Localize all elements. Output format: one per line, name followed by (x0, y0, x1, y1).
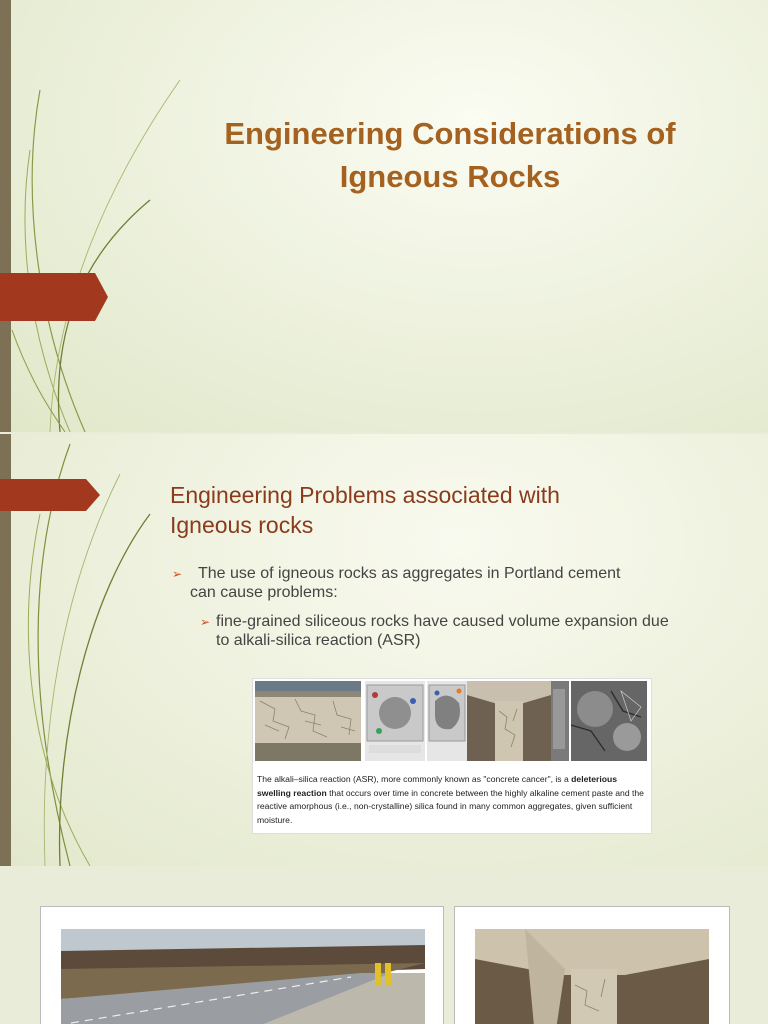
highway-barrier-photo (61, 929, 425, 1024)
bridge-column-photo (475, 929, 709, 1024)
slide-title (150, 112, 750, 198)
micrograph-photo-1 (551, 681, 569, 761)
cracked-wall-photo (255, 681, 361, 761)
asr-diagram-stage-2 (427, 681, 467, 761)
title-line-2: Igneous Rocks (339, 159, 561, 194)
asr-diagram-stage-1 (365, 681, 425, 761)
bullet-text-line-1: The use of igneous rocks as aggregates in Portland cement (198, 565, 621, 582)
bullet-level-2 (200, 612, 720, 650)
bullet-text-line-2: to alkali-silica reaction (ASR) (216, 632, 421, 649)
heading-line-2: Igneous rocks (170, 512, 314, 538)
micrograph-photo-2 (571, 681, 647, 761)
bridge-column-photo-card (454, 906, 730, 1024)
caption-text-part-2: that occurs over time in concrete between the highly alkaline cement paste and the reactive amorphous (i.e., non-crystalline) silica found in many common aggregates, given sufficient moisture. (257, 787, 644, 825)
caption-bold-text: deleterious swelling reaction (257, 774, 618, 798)
heading-line-1: Engineering Problems associated with (170, 482, 560, 508)
decorative-swoosh-lines (0, 0, 200, 432)
accent-arrow-marker (0, 273, 108, 321)
title-slide (0, 0, 768, 432)
slide-heading (170, 480, 730, 540)
asr-figure (252, 678, 652, 834)
content-slide (0, 434, 768, 866)
title-line-1: Engineering Considerations of (224, 116, 676, 151)
cracked-column-photo (467, 681, 551, 761)
slide-left-bar (0, 0, 11, 432)
accent-arrow-marker (0, 479, 100, 511)
bullet-text-line-1: fine-grained siliceous rocks have caused volume expansion due (216, 613, 669, 630)
photo-slide (0, 868, 768, 1024)
figure-caption (257, 773, 645, 827)
bullet-arrow-icon: ➢ (200, 615, 211, 629)
bullet-arrow-icon: ➢ (172, 567, 183, 581)
highway-photo-card (40, 906, 444, 1024)
bullet-level-1 (172, 564, 712, 602)
caption-text-part-1: The alkali–silica reaction (ASR), more commonly known as "concrete cancer", is a (257, 774, 572, 784)
bullet-text-line-2: can cause problems: (190, 584, 338, 601)
